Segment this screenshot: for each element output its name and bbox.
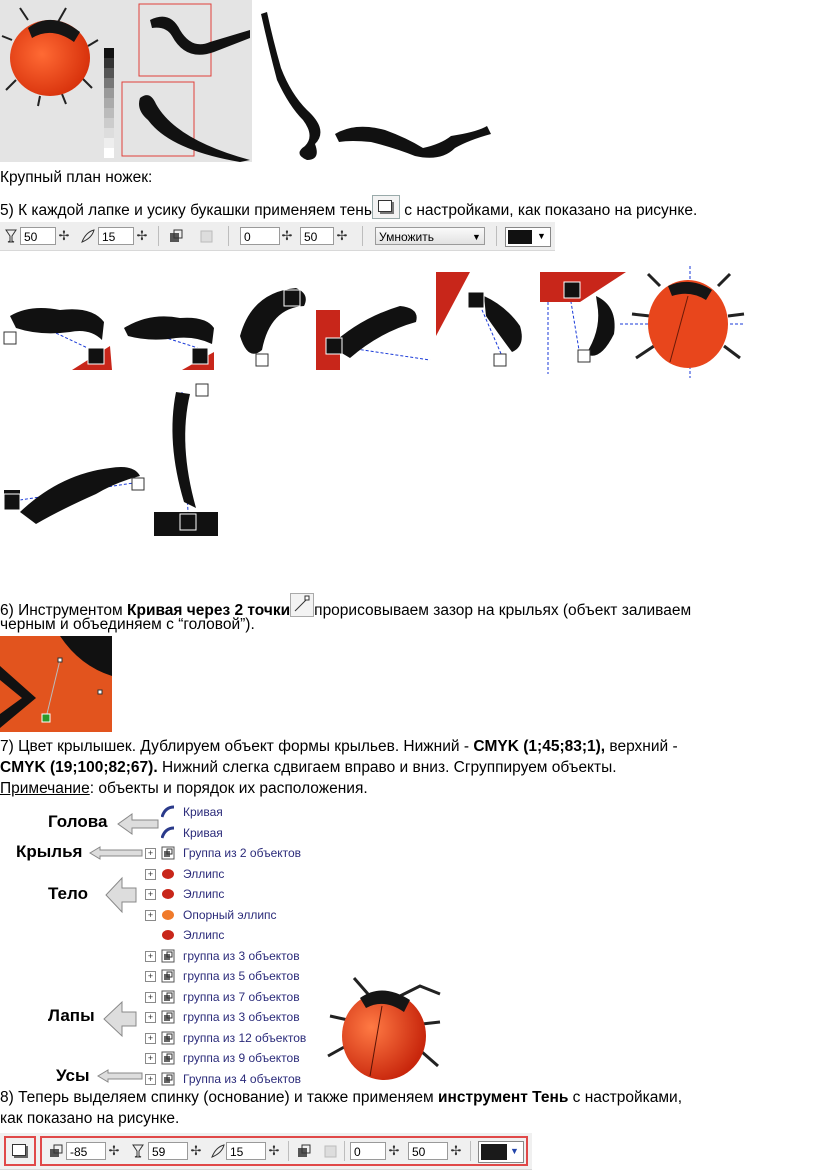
group-icon (161, 1031, 175, 1045)
tree-item-label: группа из 9 объектов (183, 1051, 300, 1065)
tree-item-label: Кривая (183, 825, 223, 840)
tree-item-label: Группа из 2 объектов (183, 846, 302, 860)
group-label-antennae: Усы (56, 1066, 90, 1085)
curve-icon (161, 826, 175, 840)
group-icon (161, 1010, 175, 1024)
feather-spinner[interactable]: ✢ (268, 1143, 280, 1158)
tree-item-label: группа из 3 объектов (183, 948, 300, 963)
step7-note-text: : объекты и порядок их расположения. (89, 780, 368, 797)
expand-icon[interactable]: + (145, 1053, 156, 1064)
step5-text-b: с настройками, как показано на рисунке. (399, 202, 698, 219)
chevron-down-icon: ▼ (537, 231, 546, 241)
arrow-left-icon (116, 812, 160, 836)
arrow-left-icon (102, 1000, 138, 1038)
opacity-icon (3, 228, 19, 244)
ellipse-red-icon (161, 887, 175, 901)
shadow-color-picker[interactable] (478, 1141, 524, 1163)
chevron-down-icon: ▼ (472, 232, 481, 242)
arrow-left-icon (104, 876, 138, 914)
stretch-input[interactable]: 50 (300, 227, 334, 245)
legs-shadow-steps-drawing (0, 266, 745, 378)
opacity-input[interactable]: 59 (148, 1142, 188, 1160)
arrow-left-icon (96, 1069, 144, 1083)
expand-icon[interactable]: + (145, 971, 156, 982)
arrow-left-icon (88, 846, 144, 860)
opacity-icon (130, 1143, 146, 1159)
group-icon (161, 969, 175, 983)
angle-input[interactable]: -85 (66, 1142, 106, 1160)
step7-text-b: верхний - (605, 738, 678, 755)
shadow-toolbar-2 (0, 1133, 532, 1170)
caption-closeup: Крупный план ножек: (0, 169, 153, 186)
fade-input[interactable]: 0 (240, 227, 280, 245)
tree-item-label: Кривая (183, 805, 223, 819)
feather-input[interactable]: 15 (226, 1142, 266, 1160)
feather-edge-icon[interactable] (198, 228, 214, 244)
opacity-spinner[interactable]: ✢ (190, 1143, 202, 1158)
group-icon (161, 1051, 175, 1065)
step6-text-b: прорисовываем зазор на крыльях (объект заливаем (314, 602, 692, 619)
expand-icon[interactable]: + (145, 1033, 156, 1044)
expand-icon[interactable]: + (145, 889, 156, 900)
group-label-head: Голова (48, 812, 108, 831)
step7-text-c: Нижний слегка сдвигаем вправо и вниз. Сгруппируем объекты. (157, 759, 617, 776)
step7-text-a: 7) Цвет крылышек. Дублируем объект формы крыльев. Нижний - (0, 738, 474, 755)
expand-icon[interactable]: + (145, 910, 156, 921)
group-icon (161, 846, 175, 860)
opacity-input[interactable]: 50 (20, 227, 56, 245)
expand-icon[interactable]: + (145, 1074, 156, 1085)
step8-tool-name: инструмент Тень (438, 1089, 569, 1106)
ellipse-red-icon (161, 867, 175, 881)
fade-spinner[interactable]: ✢ (281, 228, 293, 243)
feather-icon (80, 228, 96, 244)
step7-text (0, 736, 816, 758)
curve-icon (161, 805, 175, 819)
step8-text-line2: как показано на рисунке. (0, 1110, 180, 1127)
shadow-tool-button[interactable] (4, 1136, 36, 1166)
tree-item-label: Эллипс (183, 887, 225, 901)
shadow-tool-icon (12, 1144, 26, 1156)
tree-item-label: Эллипс (183, 866, 225, 881)
group-icon (161, 949, 175, 963)
shadow-toolbar-1 (0, 222, 555, 251)
step7-note-label: Примечание (0, 780, 90, 797)
expand-icon[interactable]: + (145, 951, 156, 962)
tree-item-label: Опорный эллипс (183, 907, 277, 922)
step6-text-a: 6) Инструментом (0, 602, 128, 619)
group-label-wings: Крылья (16, 842, 83, 861)
ladybug-drawing (326, 972, 446, 1084)
shadow-tool-icon (372, 195, 400, 219)
feather-icon (210, 1143, 226, 1159)
feather-input[interactable]: 15 (98, 227, 134, 245)
expand-icon[interactable]: + (145, 869, 156, 880)
step7-note (0, 778, 368, 800)
feather-direction-icon[interactable] (168, 228, 184, 244)
tree-item-label: группа из 7 объектов (183, 989, 300, 1004)
step6-text-line2: черным и объединяем с “головой”). (0, 616, 255, 633)
feather-direction-icon[interactable] (296, 1143, 312, 1159)
ellipse-orange-icon (161, 908, 175, 922)
feather-spinner[interactable]: ✢ (136, 228, 148, 243)
step7-color-top: CMYK (19;100;82;67). (0, 759, 158, 776)
step8-text-a: 8) Теперь выделяем спинку (основание) и также применяем (0, 1089, 439, 1106)
expand-icon[interactable]: + (145, 848, 156, 859)
ladybug-and-legs-drawing (0, 0, 252, 162)
color-swatch (508, 230, 532, 244)
group-label-body: Тело (48, 884, 88, 903)
expand-icon[interactable]: + (145, 992, 156, 1003)
step6-tool-name: Кривая через 2 точки (127, 602, 291, 619)
step7-color-bottom: CMYK (1;45;83;1), (473, 738, 606, 755)
feather-edge-icon[interactable] (322, 1143, 338, 1159)
top-illustration-panel (0, 0, 252, 162)
two-point-curve-icon (290, 593, 314, 617)
blend-mode-select[interactable]: Умножить (375, 227, 485, 245)
fade-spinner[interactable]: ✢ (388, 1143, 400, 1158)
shadow-color-picker[interactable] (505, 227, 551, 247)
group-icon (161, 1072, 175, 1086)
tree-item-label: группа из 12 объектов (183, 1030, 307, 1045)
group-label-legs: Лапы (48, 1006, 95, 1025)
step7-text-line2 (0, 757, 816, 779)
color-swatch (481, 1144, 507, 1160)
angle-spinner[interactable]: ✢ (108, 1143, 120, 1158)
tree-item-label: группа из 3 объектов (183, 1010, 300, 1024)
step5-text-a: 5) К каждой лапке и усику букашки применяем тень (0, 202, 372, 219)
opacity-spinner[interactable]: ✢ (58, 228, 70, 243)
fade-input[interactable]: 0 (350, 1142, 386, 1160)
stretch-input[interactable]: 50 (408, 1142, 448, 1160)
tree-item-label: Эллипс (183, 928, 225, 942)
chevron-down-icon: ▼ (510, 1146, 519, 1156)
legs-closeup-drawing (255, 10, 495, 170)
stretch-spinner[interactable]: ✢ (336, 228, 348, 243)
step8-text (0, 1087, 816, 1109)
angle-icon (48, 1143, 64, 1159)
tree-item-label: группа из 5 объектов (183, 969, 300, 983)
wing-gap-drawing (0, 636, 112, 732)
ellipse-red-icon (161, 928, 175, 942)
step8-text-b: с настройками, (568, 1089, 683, 1106)
legs-shadow-steps-drawing-2 (0, 382, 220, 536)
stretch-spinner[interactable]: ✢ (450, 1143, 462, 1158)
step5-text (0, 195, 816, 222)
tree-item-label: Группа из 4 объектов (183, 1071, 302, 1086)
expand-icon[interactable]: + (145, 1012, 156, 1023)
group-icon (161, 990, 175, 1004)
